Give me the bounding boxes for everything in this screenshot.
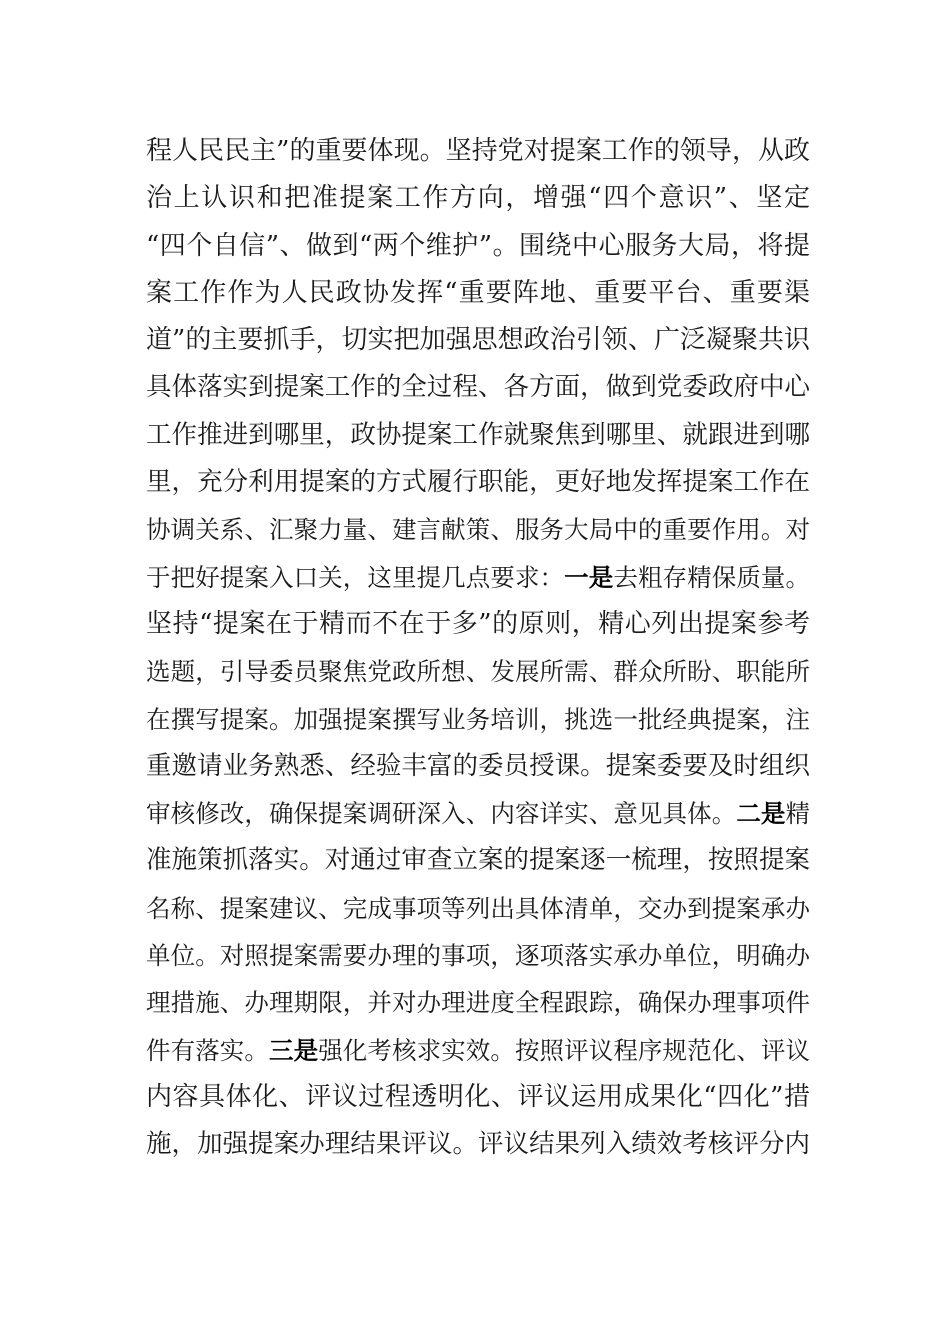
text-line [146,648,810,695]
text-run: 精 [785,799,811,829]
text-run: 选题，引导委员聚焦党政所想、发展所需、群众所盼、职能所 [146,657,810,687]
bold-marker: 二是 [736,799,786,829]
text-line [146,1074,810,1121]
text-run: 程人民民主”的重要体现。坚持党对提案工作的领导，从政 [146,136,810,166]
text-line [146,506,810,553]
text-run: 在撰写提案。加强提案撰写业务培训，挑选一批经典提案，注 [146,704,810,734]
text-run: 理措施、办理期限，并对办理进度全程跟踪，确保办理事项件 [146,988,810,1018]
text-run: 里，充分利用提案的方式履行职能，更好地发挥提案工作在 [146,467,810,498]
text-run: 准施策抓落实。对通过审查立案的提案逐一梳理，按照提案 [146,845,810,876]
text-line [146,601,810,648]
text-line [146,317,810,364]
text-line [146,837,810,884]
text-run: 施，加强提案办理结果评议。评议结果列入绩效考核评分内 [146,1129,810,1160]
text-run: 案工作作为人民政协发挥“重要阵地、重要平台、重要渠 [146,277,810,308]
text-run: 强化考核求实效。按照评议程序规范化、评议 [318,1035,811,1065]
text-line [146,743,810,790]
text-run: 单位。对照提案需要办理的事项，逐项落实承办单位，明确办 [146,941,810,971]
text-line [146,128,810,175]
text-line [146,885,810,932]
body-text [146,128,810,1169]
text-run: 去粗存精保质量。 [613,562,811,592]
text-run: 工作推进到哪里，政协提案工作就聚焦到哪里、就跟进到哪 [146,419,810,450]
text-line [146,1027,810,1074]
text-line [146,554,810,601]
text-line [146,1121,810,1168]
text-run: 协调关系、汇聚力量、建言献策、服务大局中的重要作用。对 [146,515,810,545]
text-run: 于把好提案入口关，这里提几点要求： [146,562,565,592]
bold-marker: 一是 [564,562,614,592]
text-line [146,223,810,270]
text-line [146,932,810,979]
text-line [146,270,810,317]
text-line [146,364,810,411]
text-line [146,175,810,222]
text-run: 坚持“提案在于精而不在于多”的原则，精心列出提案参考 [146,608,810,639]
bold-marker: 三是 [268,1035,319,1065]
text-line [146,412,810,459]
text-run: 重邀请业务熟悉、经验丰富的委员授课。提案委要及时组织 [146,750,810,781]
text-run: “四个自信”、做到“两个维护”。围绕中心服务大局，将提 [146,230,810,261]
text-run: 名称、提案建议、完成事项等列出具体清单，交办到提案承办 [146,893,810,923]
text-run: 道”的主要抓手，切实把加强思想政治引领、广泛凝聚共识 [146,325,810,356]
text-line [146,696,810,743]
text-line [146,790,810,837]
text-run: 具体落实到提案工作的全过程、各方面，做到党委政府中心 [146,372,810,403]
text-line [146,459,810,506]
text-run: 内容具体化、评议过程透明化、评议运用成果化“四化”措 [146,1081,810,1112]
text-run: 件有落实。 [146,1035,269,1065]
text-run: 治上认识和把准提案工作方向，增强“四个意识”、坚定 [146,183,810,214]
text-line [146,979,810,1026]
text-run: 审核修改，确保提案调研深入、内容详实、意见具体。 [146,799,737,829]
